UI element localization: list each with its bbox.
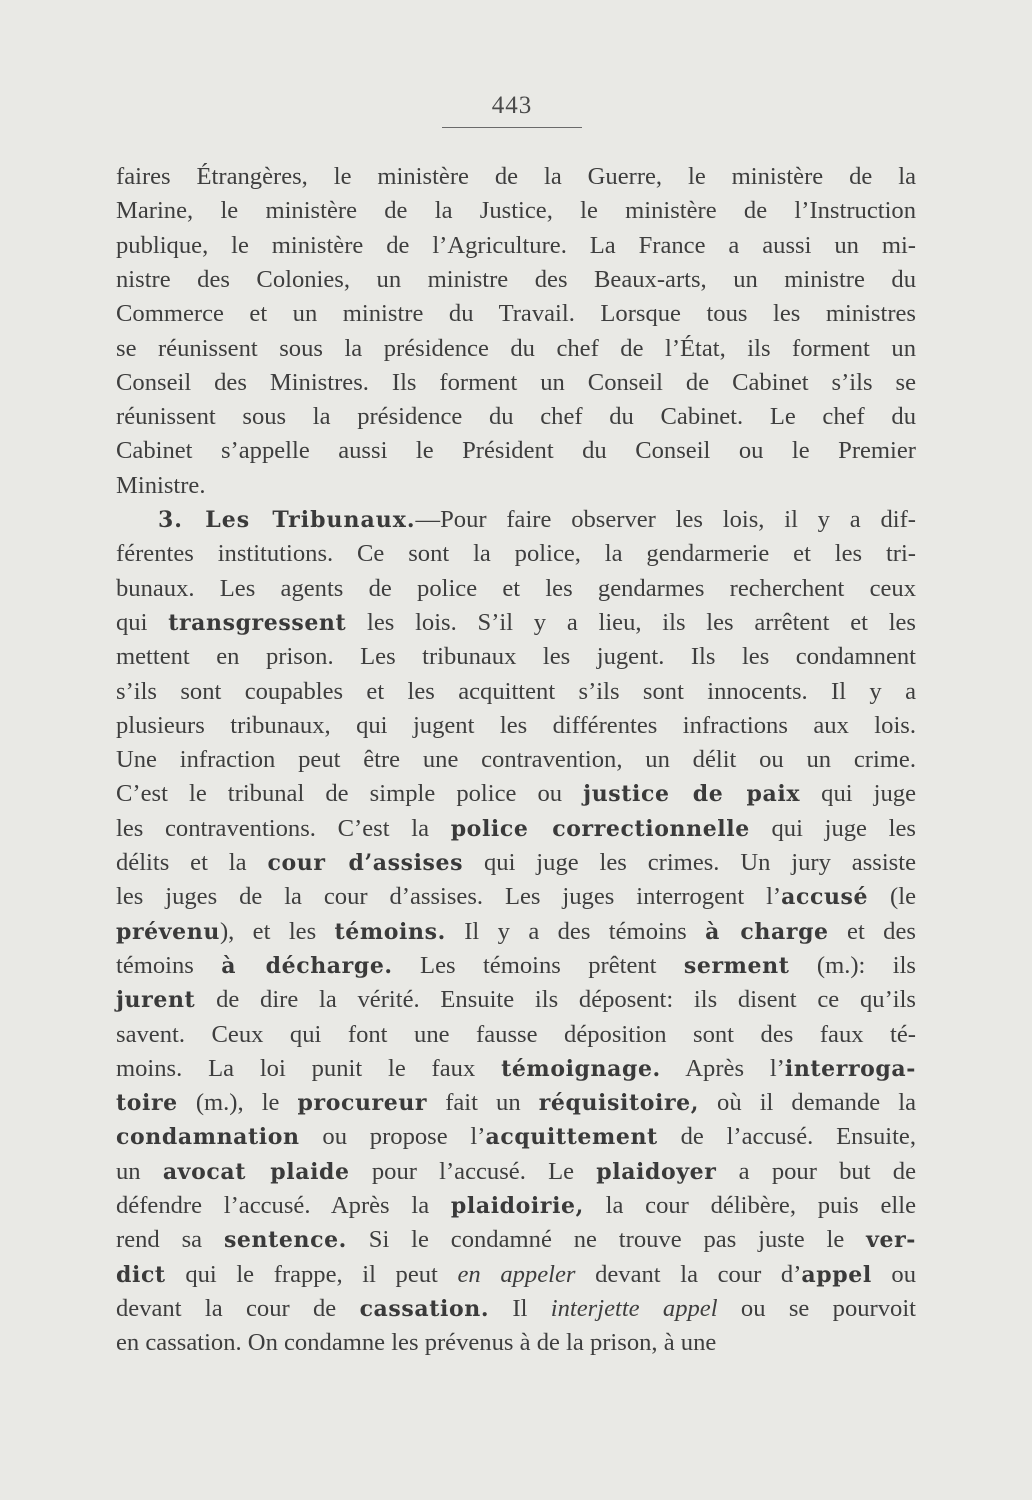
text-line <box>116 1292 916 1326</box>
text-run: devant la cour de <box>116 1294 360 1322</box>
text-run: Après l’ <box>660 1054 785 1082</box>
text-line <box>116 983 916 1017</box>
text-line <box>116 1155 916 1189</box>
bold-term: procureur <box>297 1090 428 1117</box>
text-run: Il <box>489 1294 551 1322</box>
text-line <box>116 1052 916 1086</box>
text-run: (le <box>868 883 916 911</box>
text-run: qui juge <box>800 780 916 808</box>
text-line <box>116 777 916 811</box>
text-line <box>116 572 916 606</box>
text-line <box>116 949 916 983</box>
text-run: plusieurs tribunaux, qui jugent les différentes infractions aux lois. <box>116 711 916 739</box>
text-line <box>158 503 916 537</box>
text-line <box>116 297 916 331</box>
text-run: fait un <box>427 1089 539 1117</box>
text-run: la cour délibère, puis elle <box>583 1192 916 1219</box>
text-run: (m.), le <box>177 1089 298 1117</box>
text-run: C’est le tribunal de simple police ou <box>116 780 584 808</box>
text-run: Conseil des Ministres. Ils forment un Conseil de Cabinet s’ils se <box>116 368 916 396</box>
text-run: savent. Ceux qui font une fausse déposition sont des faux té- <box>116 1020 916 1048</box>
bold-term: police correctionnelle <box>450 815 750 842</box>
text-run: —Pour faire observer les lois, il y a dif- <box>415 506 916 533</box>
text-run: Il y a des témoins <box>445 917 706 945</box>
text-run: réunissent sous la présidence du chef du Cabinet. Le chef du <box>116 403 916 431</box>
text-run: délits et la <box>116 849 268 876</box>
bold-term: interroga- <box>784 1055 916 1082</box>
text-run: moins. La loi punit le faux <box>116 1054 502 1082</box>
bold-term: sentence. <box>223 1227 347 1254</box>
bold-term: à charge <box>705 918 829 945</box>
bold-term: serment <box>683 952 790 979</box>
bold-term: toire <box>116 1090 178 1117</box>
page-number-rule <box>442 127 582 128</box>
text-run: bunaux. Les agents de police et les gendarmes recherchent ceux <box>116 574 916 602</box>
bold-term: acquittement <box>485 1124 658 1151</box>
text-run: devant la cour d’ <box>575 1260 802 1288</box>
bold-term: réquisitoire, <box>538 1090 699 1117</box>
text-line <box>116 743 916 777</box>
text-line <box>116 846 916 880</box>
bold-term: témoins. <box>334 918 446 945</box>
section-heading: 3. Les Tribunaux. <box>158 507 416 533</box>
text-run: les contraventions. C’est la <box>116 814 451 842</box>
bold-term: plaidoirie, <box>450 1193 584 1219</box>
text-line <box>116 434 916 468</box>
text-run: un <box>116 1157 163 1185</box>
text-run: pour l’accusé. Le <box>349 1157 597 1185</box>
text-line <box>116 1120 916 1154</box>
text-run: Les témoins prêtent <box>392 951 684 979</box>
bold-term: condamnation <box>116 1124 300 1151</box>
text-run: où il demande la <box>699 1089 917 1117</box>
text-line <box>116 537 916 571</box>
text-run: et des <box>828 917 916 945</box>
text-run: ), et les <box>219 917 335 945</box>
text-line <box>116 1326 916 1360</box>
text-run: nistre des Colonies, un ministre des Beaux-arts, un ministre du <box>116 265 916 293</box>
text-line <box>116 1086 916 1120</box>
text-line <box>116 1223 916 1257</box>
text-line <box>116 812 916 846</box>
text-line <box>116 880 916 914</box>
text-run: de l’accusé. Ensuite, <box>657 1123 916 1151</box>
italic-phrase: en appeler <box>457 1260 576 1288</box>
text-run: défendre l’accusé. Après la <box>116 1192 451 1219</box>
text-line <box>116 640 916 674</box>
text-line <box>116 229 916 263</box>
text-run: férentes institutions. Ce sont la police, la gendarmerie et les tri- <box>116 540 916 568</box>
bold-term: ver- <box>866 1227 917 1254</box>
text-run: de dire la vérité. Ensuite ils déposent: ils disent ce qu’ils <box>195 986 916 1014</box>
bold-term: témoignage. <box>501 1055 661 1082</box>
bold-term: jurent <box>116 987 196 1014</box>
text-line <box>116 160 916 194</box>
text-run: qui juge les <box>749 814 916 842</box>
text-run: Cabinet s’appelle aussi le Président du Conseil ou le Premier <box>116 437 916 465</box>
text-line <box>116 675 916 709</box>
text-run: ou se pourvoit <box>717 1294 916 1322</box>
text-line <box>116 915 916 949</box>
text-run: Marine, le ministère de la Justice, le ministère de l’Instruction <box>116 197 916 225</box>
text-line <box>116 1258 916 1292</box>
text-run: les juges de la cour d’assises. Les juges interrogent l’ <box>116 883 782 911</box>
text-run: les lois. S’il y a lieu, ils les arrêtent et les <box>346 608 917 636</box>
bold-term: cour d’assises <box>267 850 464 876</box>
text-line <box>116 1189 916 1223</box>
text-run: faires Étrangères, le ministère de la Guerre, le ministère de la <box>116 163 916 190</box>
bold-term: transgressent <box>168 609 347 636</box>
text-run: qui <box>116 608 169 636</box>
bold-term: appel <box>801 1261 872 1288</box>
text-run: a pour but de <box>716 1157 916 1185</box>
text-run: qui juge les crimes. Un jury assiste <box>463 849 916 876</box>
text-run: Une infraction peut être une contravention, un délit ou un crime. <box>116 746 916 774</box>
text-run: rend sa <box>116 1226 224 1254</box>
text-line <box>116 709 916 743</box>
text-line <box>116 366 916 400</box>
text-run: Commerce et un ministre du Travail. Lorsque tous les ministres <box>116 300 916 328</box>
bold-term: accusé <box>781 884 869 911</box>
text-line <box>116 606 916 640</box>
bold-term: prévenu <box>116 918 220 945</box>
bold-term: justice de paix <box>583 781 801 808</box>
text-line <box>116 194 916 228</box>
text-line <box>116 1018 916 1052</box>
text-run: en cassation. On condamne les prévenus à de la prison, à une <box>116 1329 717 1357</box>
text-line <box>116 332 916 366</box>
bold-term: cassation. <box>359 1295 490 1322</box>
page-number: 443 <box>491 92 533 119</box>
text-run: Si le condamné ne trouve pas juste le <box>346 1226 867 1254</box>
text-run: s’ils sont coupables et les acquittent s’ils sont innocents. Il y a <box>116 677 916 705</box>
text-run: se réunissent sous la présidence du chef de l’État, ils forment un <box>116 334 916 362</box>
text-run: témoins <box>116 951 222 979</box>
bold-term: à décharge. <box>221 952 393 979</box>
text-line <box>116 263 916 297</box>
text-run: ou propose l’ <box>299 1123 486 1151</box>
bold-term: dict <box>116 1261 166 1288</box>
text-line <box>116 400 916 434</box>
text-run: Ministre. <box>116 471 206 499</box>
text-run: publique, le ministère de l’Agriculture. La France a aussi un mi- <box>116 231 916 259</box>
text-line <box>116 469 916 503</box>
text-run: qui le frappe, il peut <box>165 1260 458 1288</box>
bold-term: plaidoyer <box>596 1158 717 1185</box>
italic-phrase: interjette appel <box>550 1294 718 1322</box>
text-run: ou <box>871 1260 916 1288</box>
text-run: mettent en prison. Les tribunaux les jugent. Ils les condamnent <box>116 643 916 671</box>
bold-term: avocat plaide <box>162 1158 350 1185</box>
text-run: (m.): ils <box>789 951 916 979</box>
